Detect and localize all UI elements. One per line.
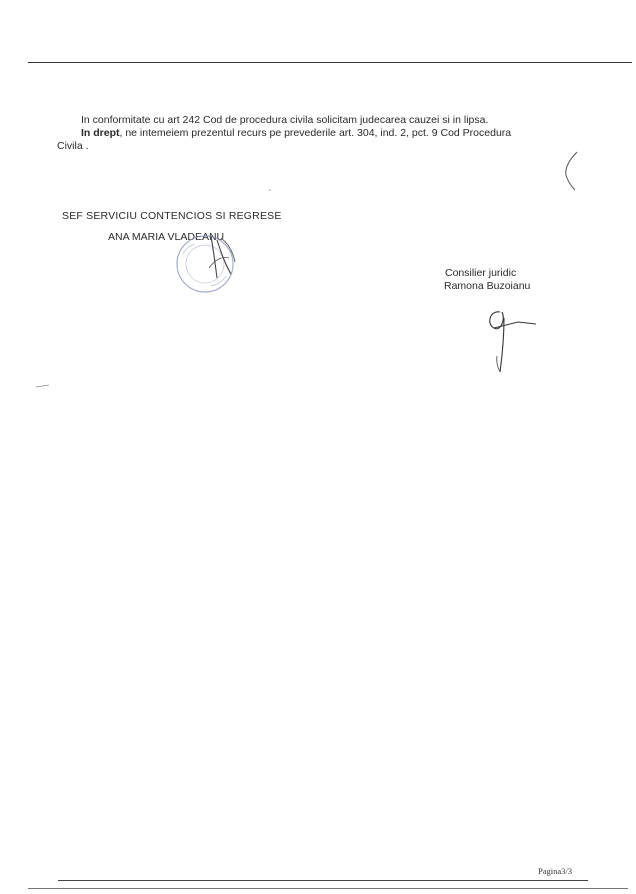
footer-rule xyxy=(58,880,588,881)
right-signatory-name: Ramona Buzoianu xyxy=(444,280,531,292)
legal-basis-text: , ne intemeiem prezentul recurs pe prevederile art. 304, ind. 2, pct. 9 Cod Procedura xyxy=(119,127,512,139)
scan-speck xyxy=(35,383,51,389)
left-signatory-title: SEF SERVICIU CONTENCIOS SI REGRESE xyxy=(62,210,282,222)
paragraph-legal-basis xyxy=(81,127,511,140)
page-bottom-edge xyxy=(28,888,628,889)
paragraph-legal-basis-continuation: Civila . xyxy=(57,140,89,152)
page-number: Pagina3/3 xyxy=(538,866,572,876)
official-stamp xyxy=(163,228,253,294)
header-rule xyxy=(28,62,632,63)
paragraph-judgment-request: In conformitate cu art 242 Cod de procedura civila solicitam judecarea cauzei si in lipsa. xyxy=(81,114,489,126)
scan-speck xyxy=(268,188,272,192)
handwritten-signature xyxy=(470,298,550,376)
legal-basis-lead: In drept xyxy=(81,127,120,139)
margin-pen-mark xyxy=(555,150,585,192)
left-signatory-name: ANA MARIA VLADEANU xyxy=(108,231,225,243)
right-signatory-title: Consilier juridic xyxy=(445,267,517,279)
